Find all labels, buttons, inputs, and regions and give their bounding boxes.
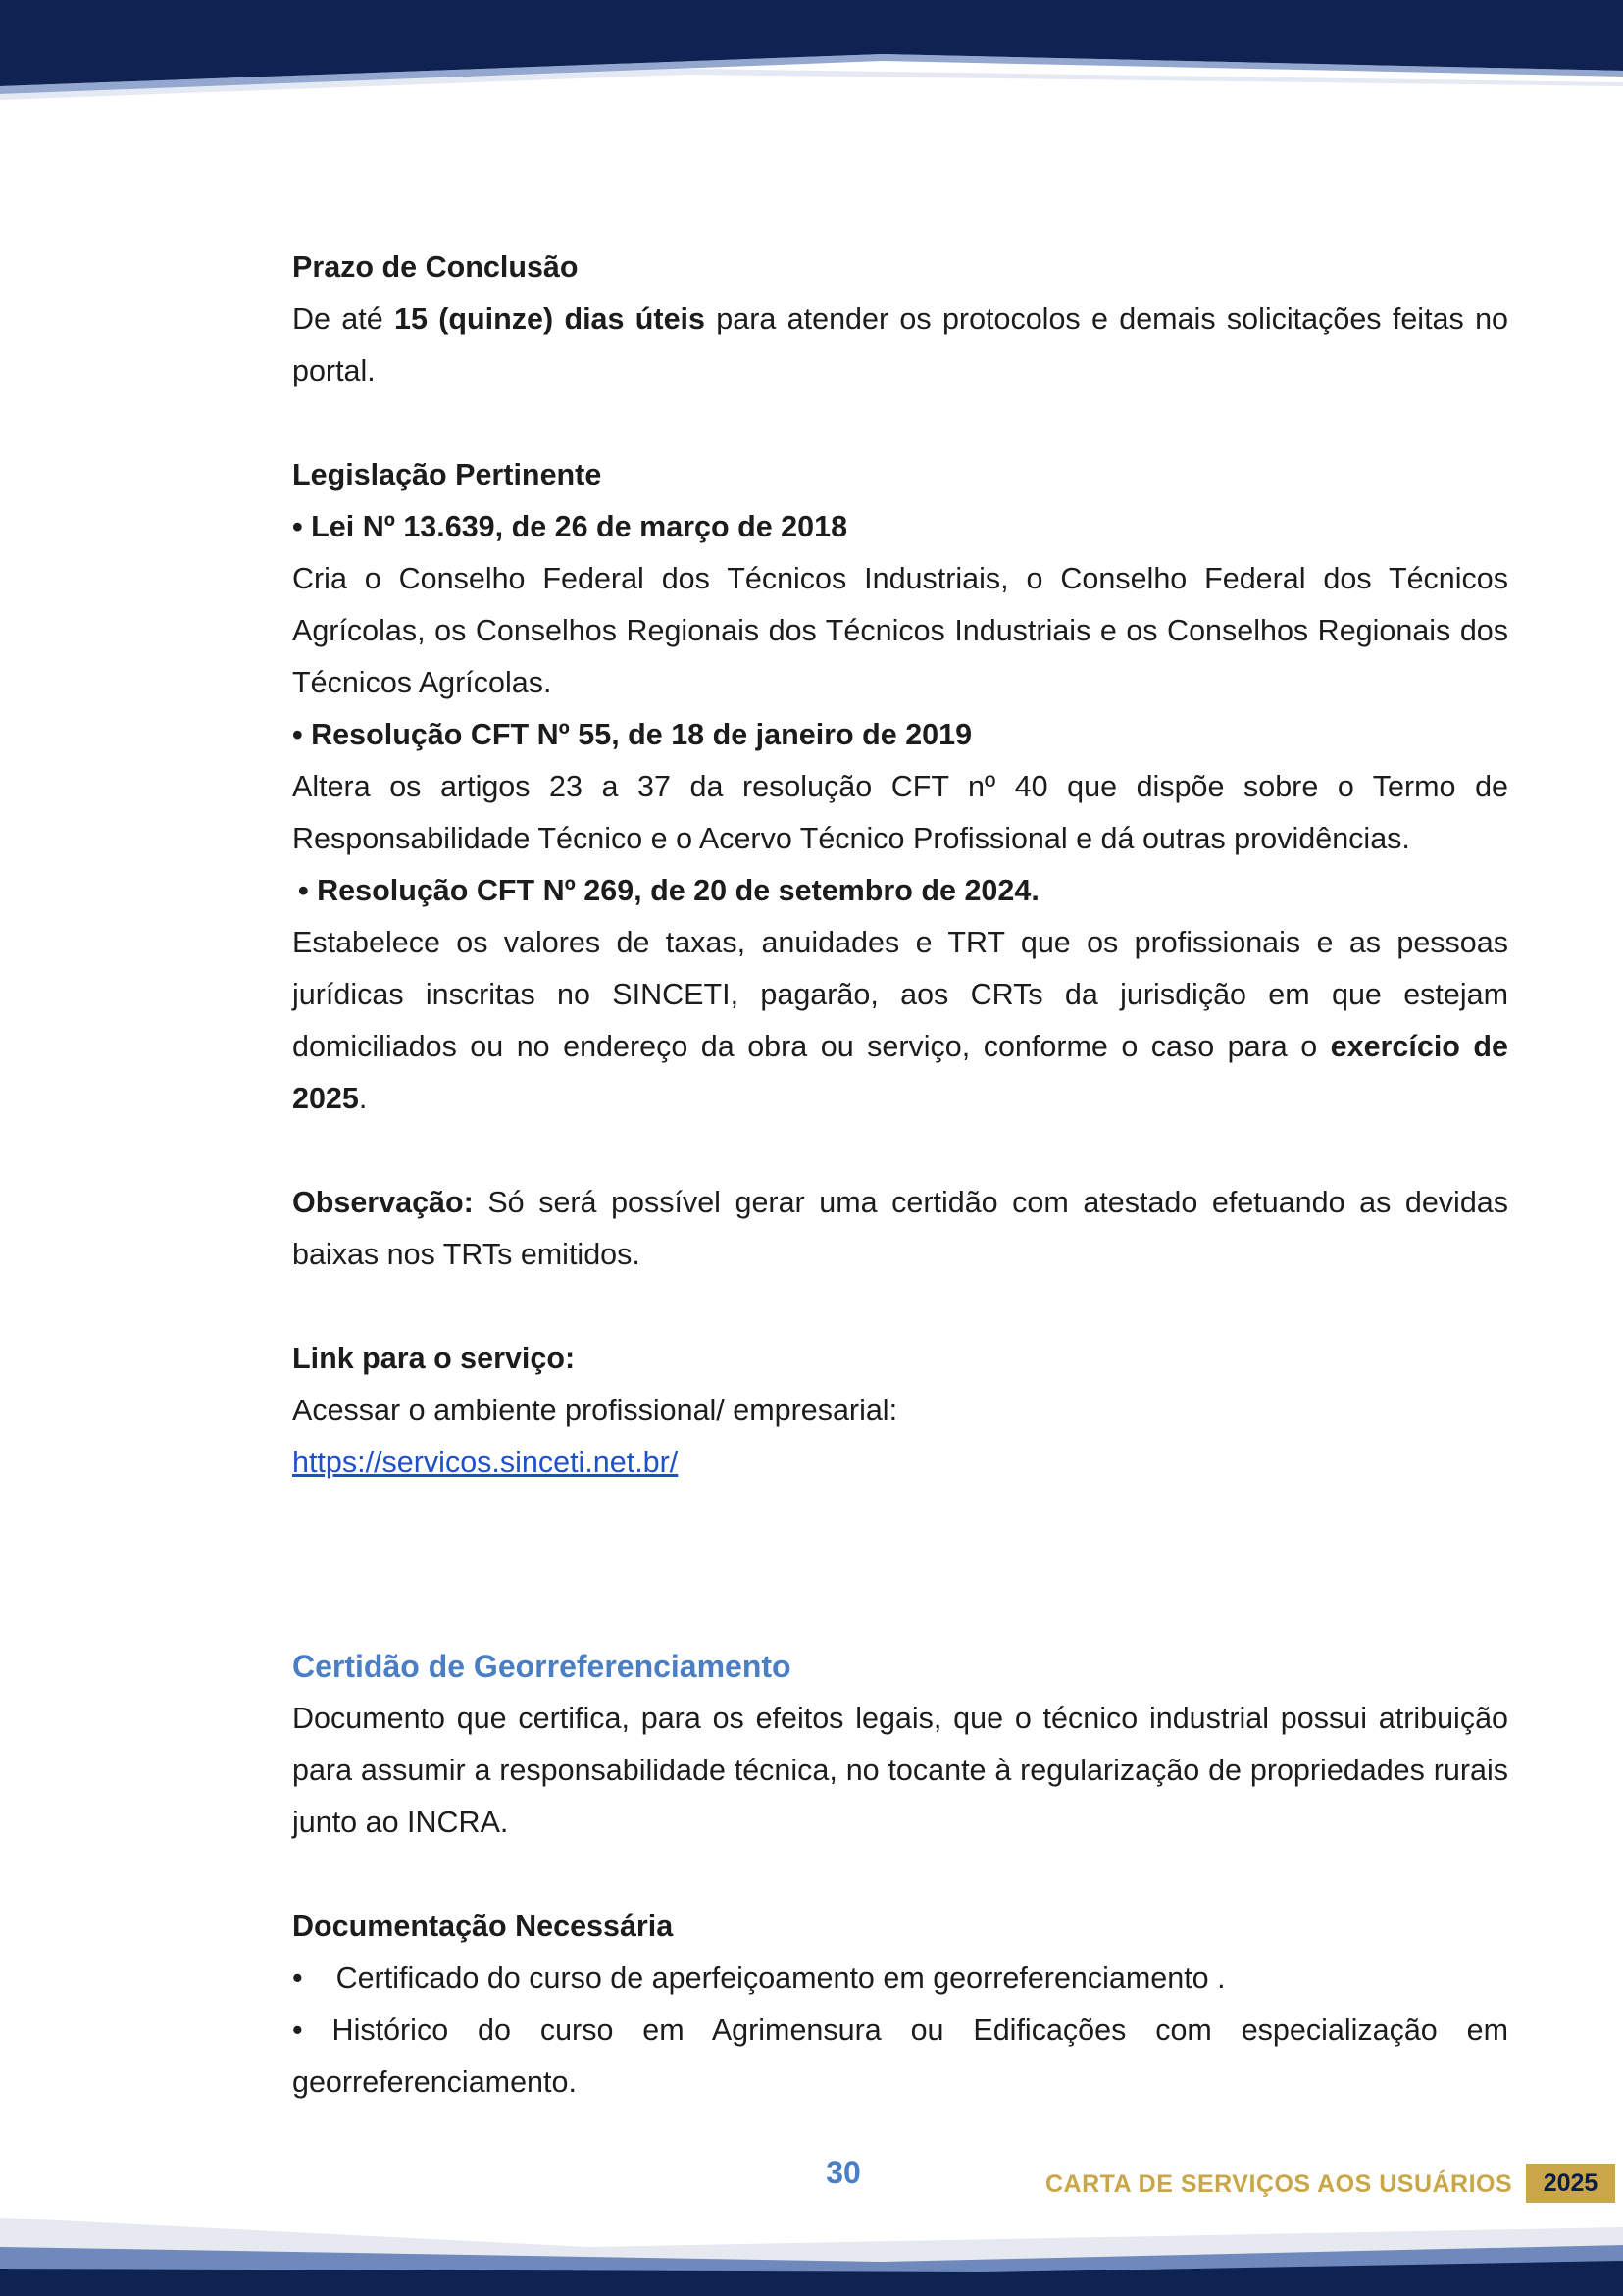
resolucao-55-heading: • Resolução CFT Nº 55, de 18 de janeiro de 2019 xyxy=(292,718,973,751)
footer-decoration xyxy=(0,2188,1623,2296)
prazo-text: De até 15 (quinze) dias úteis para atender os protocolos e demais solicitações feitas no portal. xyxy=(292,302,1508,387)
header-decoration xyxy=(0,0,1623,118)
prazo-title: Prazo de Conclusão xyxy=(292,250,579,283)
certidao-title: Certidão de Georreferenciamento xyxy=(292,1649,791,1684)
link-servico-title: Link para o serviço: xyxy=(292,1342,576,1375)
link-servico-text: Acessar o ambiente profissional/ empresarial: xyxy=(292,1394,898,1427)
page-number: 30 xyxy=(826,2155,861,2190)
lei-13639-text: Cria o Conselho Federal dos Técnicos Industriais, o Conselho Federal dos Técnicos Agrícolas, os Conselhos Regionais dos Técnicos Industriais e os Conselhos Regionais dos Técnicos Agrícolas. xyxy=(292,562,1508,699)
documentacao-item: • Certificado do curso de aperfeiçoamento em georreferenciamento . xyxy=(292,1962,1226,1995)
observacao: Observação: Só será possível gerar uma certidão com atestado efetuando as devidas baixas nos TRTs emitidos. xyxy=(292,1186,1508,1271)
documentacao-item: • Histórico do curso em Agrimensura ou Edificações com especialização em georreferenciamento. xyxy=(292,2014,1508,2099)
footer-year-badge: 2025 xyxy=(1526,2164,1615,2203)
page-content xyxy=(292,241,1508,2109)
footer-title: CARTA DE SERVIÇOS AOS USUÁRIOS xyxy=(1045,2170,1513,2198)
resolucao-55-text: Altera os artigos 23 a 37 da resolução CFT nº 40 que dispõe sobre o Termo de Responsabilidade Técnico e o Acervo Técnico Profissional e dá outras providências. xyxy=(292,770,1508,855)
certidao-text: Documento que certifica, para os efeitos legais, que o técnico industrial possui atribuição para assumir a responsabilidade técnica, no tocante à regularização de propriedades rurais junto ao INCRA. xyxy=(292,1702,1508,1839)
servicos-sinceti-link[interactable]: https://servicos.sinceti.net.br/ xyxy=(292,1446,679,1479)
resolucao-269-text: Estabelece os valores de taxas, anuidades e TRT que os profissionais e as pessoas jurídicas inscritas no SINCETI, pagarão, aos CRTs da jurisdição em que estejam domiciliados ou no endereço da obra ou serviço, conforme o caso para o exercício de 2025. xyxy=(292,926,1509,1115)
lei-13639-heading: • Lei Nº 13.639, de 26 de março de 2018 xyxy=(292,510,848,543)
legislacao-title: Legislação Pertinente xyxy=(292,458,602,491)
documentacao-title: Documentação Necessária xyxy=(292,1910,674,1943)
resolucao-269-heading: • Resolução CFT Nº 269, de 20 de setembro de 2024. xyxy=(298,874,1040,907)
